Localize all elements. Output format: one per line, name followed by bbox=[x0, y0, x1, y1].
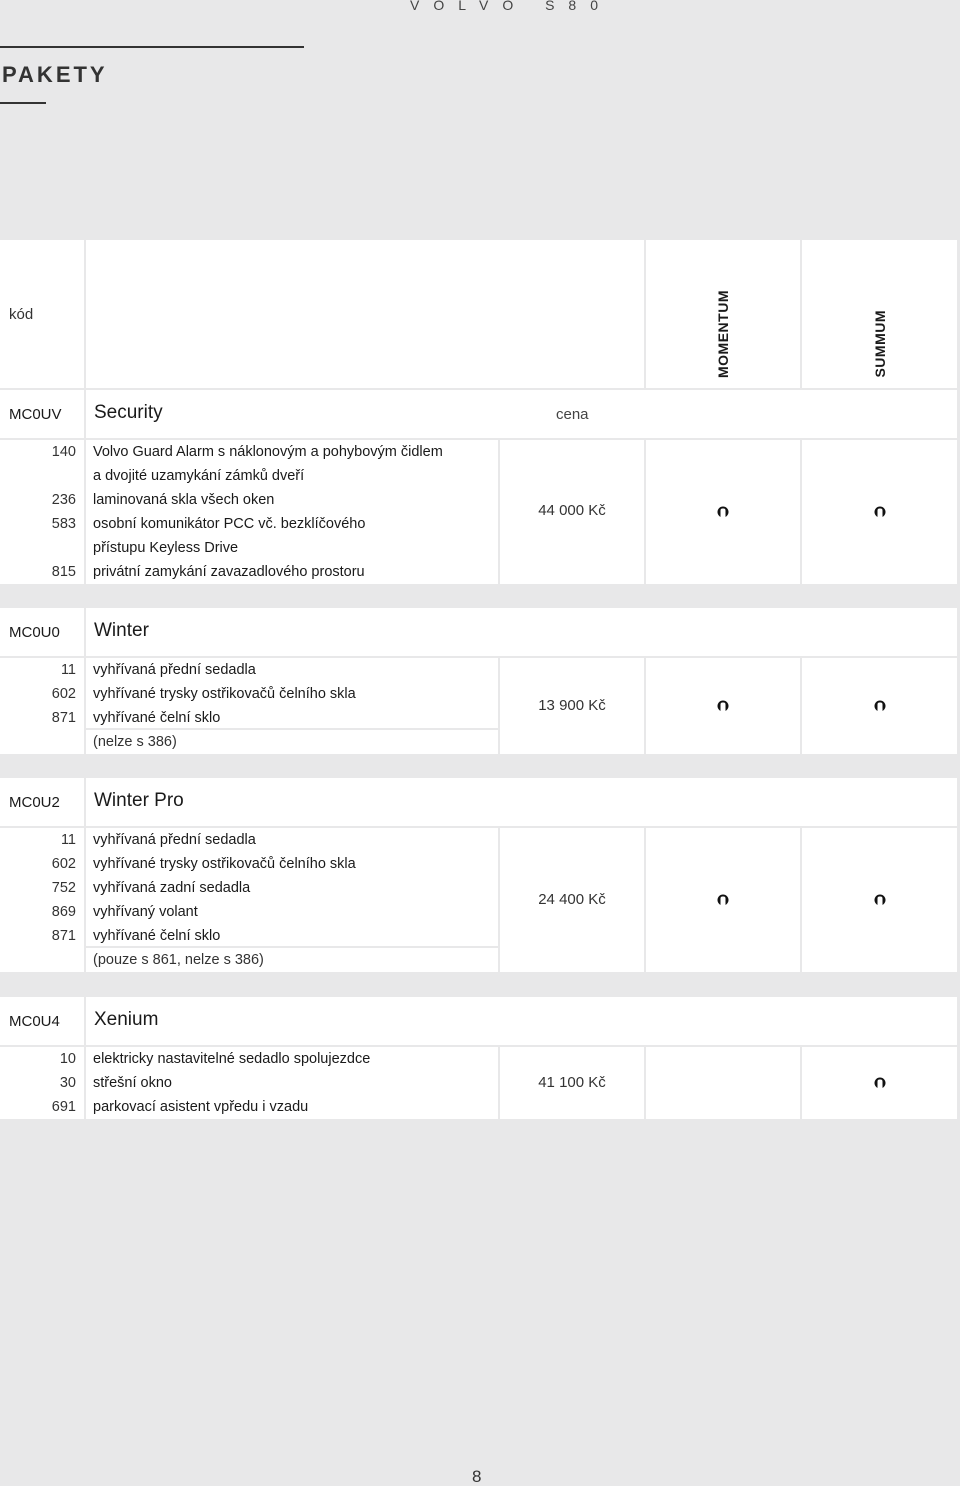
item-number: 871 bbox=[51, 928, 76, 944]
standard-marker-icon bbox=[874, 895, 885, 906]
package-code: MC0U0 bbox=[9, 624, 60, 641]
item-text: laminovaná skla všech oken bbox=[93, 492, 275, 508]
momentum-column-header bbox=[646, 240, 800, 388]
item-number: 583 bbox=[51, 516, 76, 532]
package-name: Winter Pro bbox=[94, 790, 184, 811]
package-price: 44 000 Kč bbox=[538, 502, 606, 519]
summum-label: SUMMUM bbox=[871, 310, 888, 378]
package-winter-pro bbox=[0, 778, 957, 972]
item-text: parkovací asistent vpředu i vzadu bbox=[93, 1099, 309, 1115]
summum-cell bbox=[802, 828, 957, 972]
item-text: přístupu Keyless Drive bbox=[93, 540, 239, 556]
standard-marker-icon bbox=[874, 507, 885, 518]
item-numbers bbox=[0, 828, 84, 972]
standard-marker-icon bbox=[718, 507, 729, 518]
package-name: Xenium bbox=[94, 1009, 159, 1030]
item-text: privátní zamykání zavazadlového prostoru bbox=[93, 564, 365, 580]
item-number: 11 bbox=[60, 662, 76, 678]
package-price: 24 400 Kč bbox=[538, 891, 606, 908]
item-text: a dvojité uzamykání zámků dveří bbox=[93, 468, 305, 484]
package-note: (pouze s 861, nelze s 386) bbox=[93, 952, 264, 968]
item-text: vyhřívaná zadní sedadla bbox=[93, 880, 251, 896]
package-code-cell bbox=[0, 390, 84, 438]
code-column-header bbox=[0, 240, 84, 388]
description-column-header bbox=[86, 240, 644, 388]
summum-column-header bbox=[802, 240, 957, 388]
package-name-cell bbox=[86, 997, 957, 1045]
note-cell bbox=[86, 730, 498, 754]
price-cell bbox=[500, 658, 644, 754]
item-number: 869 bbox=[51, 904, 76, 920]
package-security bbox=[0, 390, 957, 584]
summum-cell bbox=[802, 440, 957, 584]
item-text: vyhřívané čelní sklo bbox=[93, 928, 221, 944]
price-cell bbox=[500, 828, 644, 972]
item-descriptions bbox=[86, 440, 498, 584]
item-text: vyhřívaná přední sedadla bbox=[93, 832, 256, 848]
item-number: 691 bbox=[51, 1099, 76, 1115]
item-number: 30 bbox=[59, 1075, 76, 1091]
title-underline bbox=[0, 102, 46, 104]
package-name: Security bbox=[94, 402, 163, 423]
package-winter bbox=[0, 608, 957, 754]
summum-cell bbox=[802, 1047, 957, 1119]
item-text: Volvo Guard Alarm s náklonovým a pohybovým čidlem bbox=[93, 444, 443, 460]
item-number: 752 bbox=[51, 880, 76, 896]
package-name-cell bbox=[86, 608, 957, 656]
item-number: 602 bbox=[51, 856, 76, 872]
package-price: 13 900 Kč bbox=[538, 697, 606, 714]
package-code: MC0U4 bbox=[9, 1013, 60, 1030]
item-number: 10 bbox=[59, 1051, 76, 1067]
momentum-cell bbox=[646, 1047, 800, 1119]
item-text: vyhřívané čelní sklo bbox=[93, 710, 221, 726]
package-code-cell bbox=[0, 997, 84, 1045]
package-name: Winter bbox=[94, 620, 149, 641]
item-text: osobní komunikátor PCC vč. bezklíčového bbox=[93, 516, 366, 532]
momentum-cell bbox=[646, 828, 800, 972]
package-note: (nelze s 386) bbox=[93, 734, 177, 750]
momentum-cell bbox=[646, 658, 800, 754]
brand-header: VOLVO S80 bbox=[410, 0, 613, 13]
package-name-cell bbox=[86, 390, 957, 438]
package-code-cell bbox=[0, 608, 84, 656]
standard-marker-icon bbox=[874, 1078, 885, 1089]
item-number: 871 bbox=[51, 710, 76, 726]
summum-cell bbox=[802, 658, 957, 754]
item-number: 602 bbox=[51, 686, 76, 702]
standard-marker-icon bbox=[718, 701, 729, 712]
item-numbers bbox=[0, 1047, 84, 1119]
standard-marker-icon bbox=[718, 895, 729, 906]
standard-marker-icon bbox=[874, 701, 885, 712]
code-label: kód bbox=[9, 306, 34, 323]
package-xenium bbox=[0, 997, 957, 1119]
package-code: MC0UV bbox=[9, 406, 62, 423]
note-cell bbox=[86, 948, 498, 972]
item-numbers bbox=[0, 440, 84, 584]
item-number: 11 bbox=[60, 832, 76, 848]
item-text: vyhřívané trysky ostřikovačů čelního skla bbox=[93, 856, 356, 872]
table-header bbox=[0, 240, 957, 388]
item-number: 140 bbox=[51, 444, 76, 460]
item-text: střešní okno bbox=[93, 1075, 172, 1091]
item-descriptions bbox=[86, 828, 498, 946]
package-price: 41 100 Kč bbox=[538, 1074, 606, 1091]
item-numbers bbox=[0, 658, 84, 754]
price-cell bbox=[500, 440, 644, 584]
price-label: cena bbox=[556, 406, 589, 423]
item-number: 236 bbox=[51, 492, 76, 508]
page-number: 8 bbox=[472, 1467, 482, 1486]
top-rule bbox=[0, 46, 304, 48]
momentum-label: MOMENTUM bbox=[715, 290, 731, 378]
item-text: elektricky nastavitelné sedadlo spolujezdce bbox=[93, 1051, 371, 1067]
item-number: 815 bbox=[51, 564, 76, 580]
item-descriptions bbox=[86, 1047, 498, 1119]
item-text: vyhřívané trysky ostřikovačů čelního skla bbox=[93, 686, 356, 702]
package-code-cell bbox=[0, 778, 84, 826]
item-text: vyhřívaná přední sedadla bbox=[93, 662, 256, 678]
package-code: MC0U2 bbox=[9, 794, 60, 811]
item-descriptions bbox=[86, 658, 498, 728]
package-name-cell bbox=[86, 778, 957, 826]
price-cell bbox=[500, 1047, 644, 1119]
item-text: vyhřívaný volant bbox=[93, 904, 198, 920]
page-title: PAKETY bbox=[2, 62, 108, 87]
momentum-cell bbox=[646, 440, 800, 584]
